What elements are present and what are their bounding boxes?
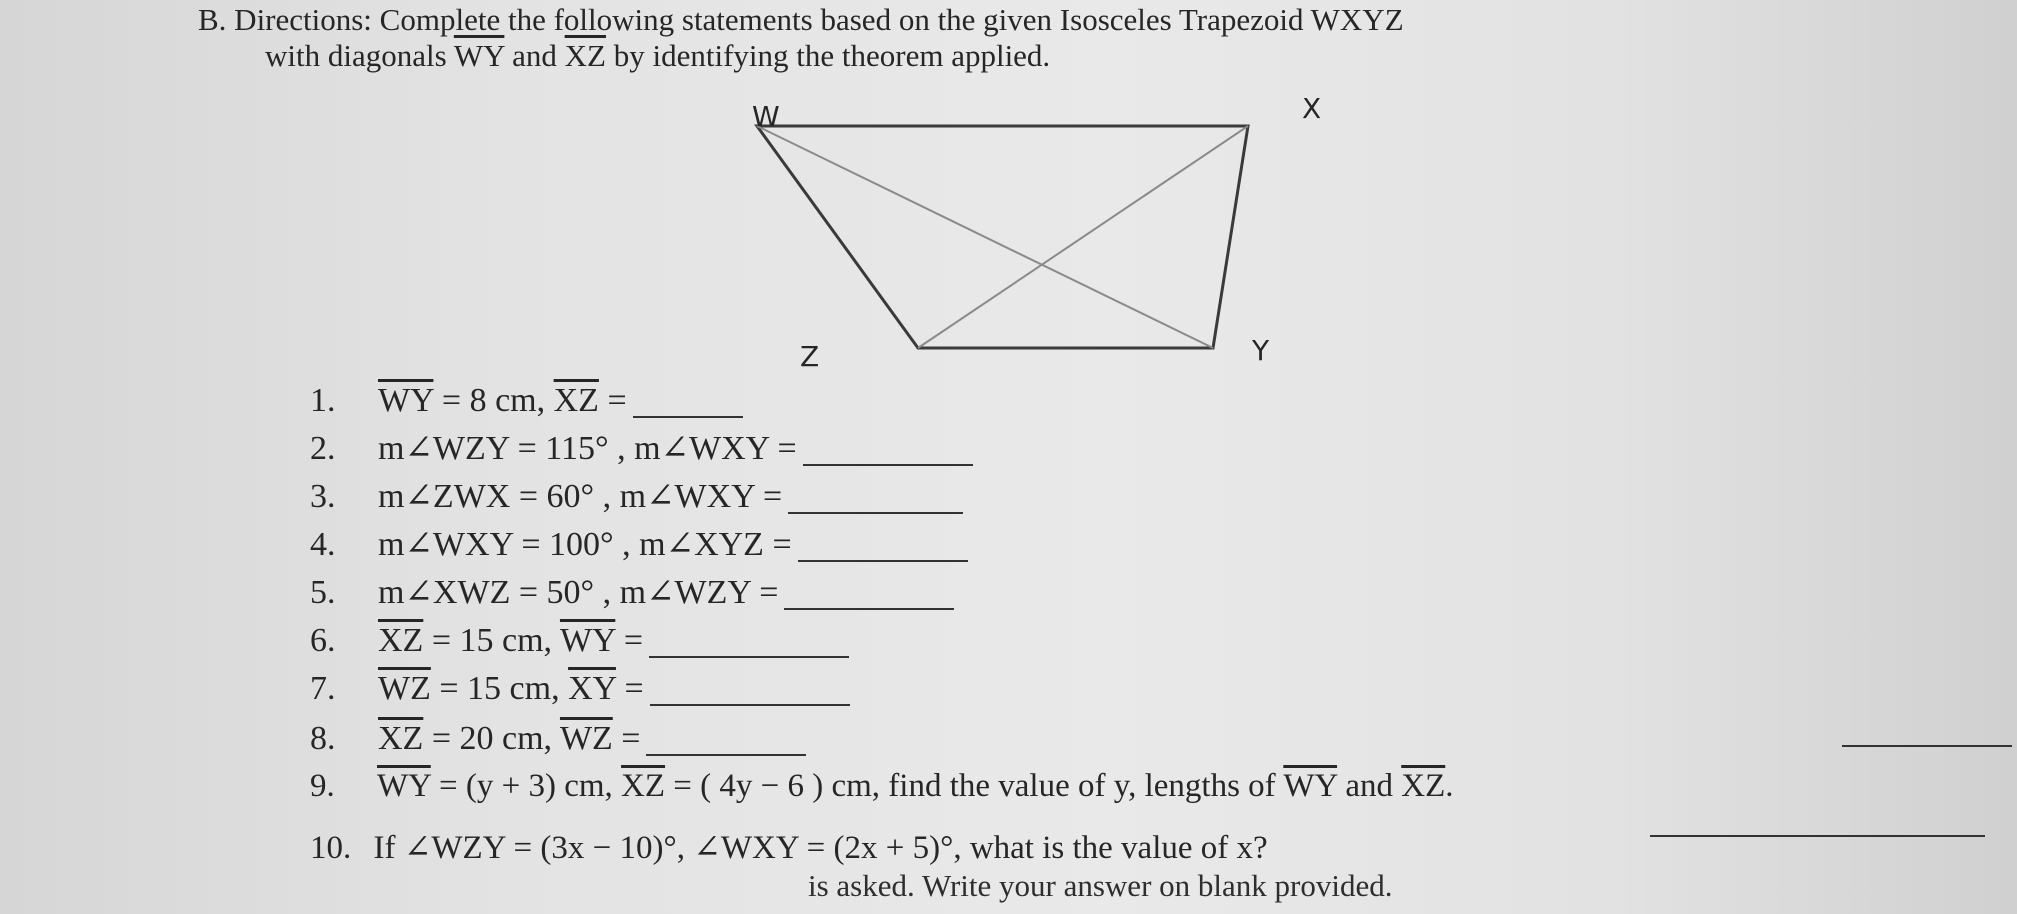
item-text: = bbox=[615, 670, 644, 707]
answer-blank[interactable] bbox=[649, 655, 849, 658]
trapezoid-outline bbox=[757, 126, 1248, 348]
segment: $\overline{XZ}$ bbox=[378, 720, 424, 757]
answer-blank[interactable] bbox=[633, 415, 743, 418]
item-text: = 20 cm, bbox=[423, 720, 560, 757]
answer-blank-9[interactable] bbox=[1842, 744, 2012, 747]
segment: $\overline{XZ}$ bbox=[553, 382, 599, 419]
diagonal-wy-line bbox=[757, 126, 1213, 348]
footer-text: is asked. Write your answer on blank provided. bbox=[808, 868, 1393, 903]
segment: $\overline{XZ}$ bbox=[378, 622, 424, 659]
vertex-label-w: W bbox=[752, 100, 780, 133]
item-text: and bbox=[1337, 768, 1402, 804]
diagonal-xz: $\overline{XZ}$ bbox=[564, 38, 606, 73]
item-3 bbox=[310, 480, 963, 514]
item-number: 10. bbox=[310, 830, 352, 866]
item-number: 4. bbox=[310, 526, 336, 563]
directions-text-b: and bbox=[504, 38, 565, 73]
item-text: = 15 cm, bbox=[423, 622, 560, 659]
item-number: 1. bbox=[310, 382, 336, 419]
answer-blank[interactable] bbox=[646, 753, 806, 756]
item-text: = ( 4y − 6 ) cm, find the value of y, lengths of bbox=[665, 768, 1284, 804]
segment: $\overline{WY}$ bbox=[378, 382, 434, 419]
item-7 bbox=[310, 672, 850, 706]
item-text: = 8 cm, bbox=[433, 382, 554, 419]
answer-blank[interactable] bbox=[784, 607, 954, 610]
answer-blank-10[interactable] bbox=[1650, 834, 1985, 837]
directions-text-c: by identifying the theorem applied. bbox=[605, 38, 1051, 73]
item-text: m∠WZY = 115° , m∠WXY = bbox=[378, 430, 797, 467]
segment: $\overline{XZ}$ bbox=[1401, 768, 1446, 804]
item-4 bbox=[310, 528, 968, 562]
item-5 bbox=[310, 576, 954, 610]
answer-blank[interactable] bbox=[650, 703, 850, 706]
directions-line-1: B. Directions: Complete the following statements based on the given Isosceles Trapezoid WXYZ bbox=[198, 2, 1404, 37]
segment: $\overline{WY}$ bbox=[559, 622, 616, 659]
item-number: 2. bbox=[310, 430, 336, 467]
answer-blank[interactable] bbox=[798, 559, 968, 562]
answer-blank[interactable] bbox=[788, 511, 963, 514]
answer-blank[interactable] bbox=[803, 463, 973, 466]
item-text: . bbox=[1445, 768, 1454, 804]
diagonal-xz-line bbox=[918, 126, 1248, 348]
item-6 bbox=[310, 624, 849, 658]
directions-text-a: with diagonals bbox=[265, 38, 454, 73]
item-10 bbox=[310, 832, 1268, 865]
item-text: = bbox=[615, 622, 644, 659]
segment: $\overline{WY}$ bbox=[377, 768, 431, 804]
vertex-label-y: Y bbox=[1252, 334, 1270, 367]
item-text: = bbox=[598, 382, 627, 419]
segment: $\overline{WZ}$ bbox=[378, 670, 431, 707]
item-8 bbox=[310, 722, 806, 756]
vertex-label-z: Z bbox=[800, 340, 820, 373]
item-text: If ∠WZY = (3x − 10)°, ∠WXY = (2x + 5)°, what is the value of x? bbox=[373, 830, 1268, 866]
item-number: 9. bbox=[310, 768, 335, 804]
item-text: = (y + 3) cm, bbox=[430, 768, 622, 804]
item-text: m∠XWZ = 50° , m∠WZY = bbox=[378, 574, 779, 611]
segment: $\overline{XY}$ bbox=[568, 670, 616, 707]
item-number: 8. bbox=[310, 720, 336, 757]
item-2 bbox=[310, 432, 973, 466]
item-text: m∠WXY = 100° , m∠XYZ = bbox=[378, 526, 792, 563]
item-text: = 15 cm, bbox=[430, 670, 569, 707]
item-number: 5. bbox=[310, 574, 336, 611]
item-text: m∠ZWX = 60° , m∠WXY = bbox=[378, 478, 783, 515]
item-number: 7. bbox=[310, 670, 336, 707]
segment: $\overline{WY}$ bbox=[1283, 768, 1338, 804]
item-1 bbox=[310, 384, 743, 418]
segment: $\overline{XZ}$ bbox=[621, 768, 666, 804]
item-9 bbox=[310, 770, 1453, 803]
item-number: 3. bbox=[310, 478, 336, 515]
item-text: = bbox=[612, 720, 641, 757]
item-number: 6. bbox=[310, 622, 336, 659]
diagonal-wy: $\overline{WY}$ bbox=[453, 38, 505, 73]
segment: $\overline{WZ}$ bbox=[559, 720, 613, 757]
vertex-label-x: X bbox=[1302, 92, 1322, 125]
